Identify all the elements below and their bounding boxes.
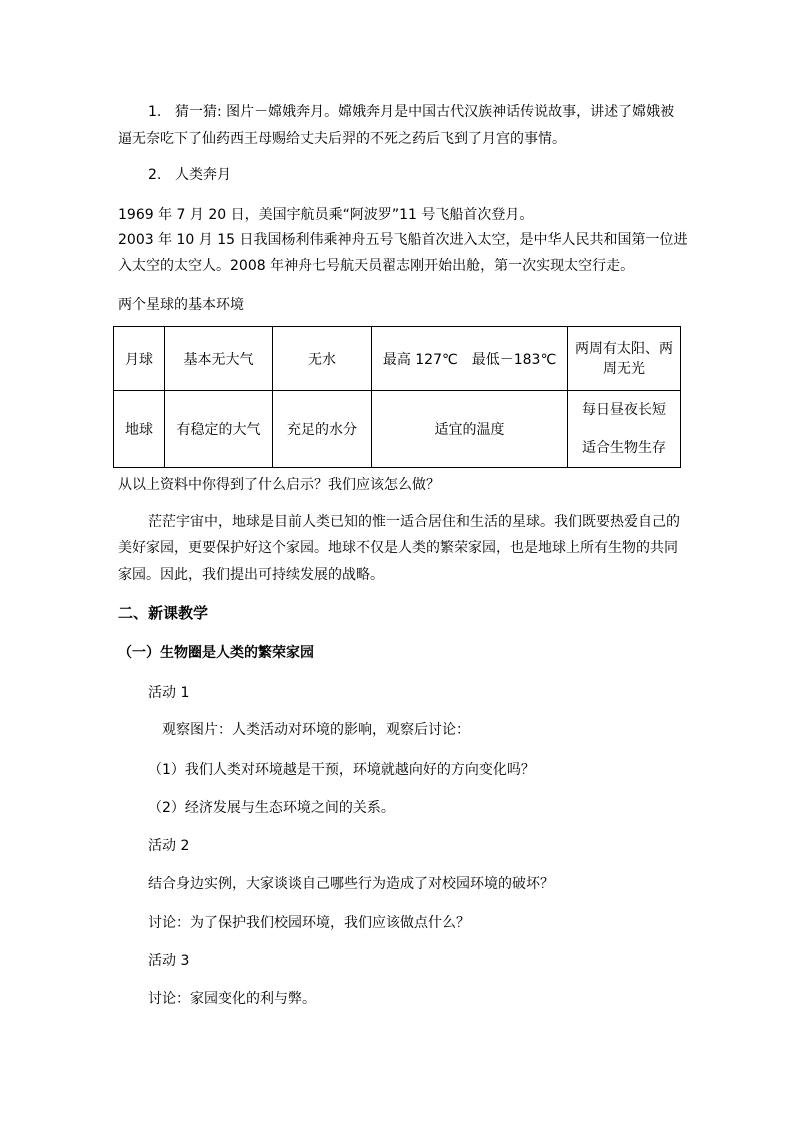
observe-line: 观察图片：人类活动对环境的影响，观察后讨论： bbox=[162, 722, 470, 738]
discuss-line-2: 讨论：家园变化的利与弊。 bbox=[148, 991, 316, 1007]
activity-3-label: 活动 3 bbox=[148, 953, 190, 969]
paragraph-1969: 1969 年 7 月 20 日，美国宇航员乘“阿波罗”11 号飞船首次登月。 bbox=[118, 207, 534, 223]
item2-title: 人类奔月 bbox=[175, 167, 231, 183]
environment-table bbox=[113, 326, 681, 468]
table-cell: 地球 bbox=[114, 391, 165, 468]
table-caption: 两个星球的基本环境 bbox=[118, 297, 244, 313]
table-cell bbox=[568, 327, 681, 391]
table-cell-line: 周无光 bbox=[603, 360, 645, 377]
table-row-moon bbox=[114, 327, 681, 391]
table-row-earth bbox=[114, 391, 681, 468]
table-cell: 适宜的温度 bbox=[372, 391, 568, 468]
item2-number: 2. bbox=[148, 167, 162, 183]
item1-text-line1: 猜一猜: 图片－嫦娥奔月。嫦娥奔月是中国古代汉族神话传说故事，讲述了嫦娥被 bbox=[175, 104, 675, 120]
table-cell: 月球 bbox=[114, 327, 165, 391]
question-line: 从以上资料中你得到了什么启示？我们应该怎么做？ bbox=[118, 477, 440, 493]
question-2: （2）经济发展与生态环境之间的关系。 bbox=[148, 800, 395, 816]
table-cell-line: 每日昼夜长短 bbox=[582, 402, 666, 418]
table-cell: 充足的水分 bbox=[273, 391, 372, 468]
table-cell-line: 适合生物生存 bbox=[582, 440, 666, 456]
item1-number: 1. bbox=[148, 104, 162, 120]
table-cell: 最高 127℃ 最低－183℃ bbox=[372, 327, 568, 391]
table-cell: 有稳定的大气 bbox=[165, 391, 273, 468]
sub-heading: （一）生物圈是人类的繁荣家园 bbox=[118, 645, 314, 661]
combine-line: 结合身边实例，大家谈谈自己哪些行为造成了对校园环境的破坏？ bbox=[148, 876, 554, 892]
section-heading: 二、新课教学 bbox=[118, 604, 209, 622]
table-cell: 基本无大气 bbox=[165, 327, 273, 391]
table-cell bbox=[568, 391, 681, 468]
paragraph-2003-line2: 入太空的太空人。2008 年神舟七号航天员翟志刚开始出舱，第一次实现太空行走。 bbox=[118, 258, 635, 274]
question-1: （1）我们人类对环境越是干预，环境就越向好的方向变化吗？ bbox=[148, 762, 535, 778]
paragraph-earth-line2: 美好家园，更要保护好这个家园。地球不仅是人类的繁荣家园，也是地球上所有生物的共同 bbox=[118, 540, 678, 556]
paragraph-earth-line3: 家园。因此，我们提出可持续发展的战略。 bbox=[118, 567, 384, 583]
activity-2-label: 活动 2 bbox=[148, 838, 190, 854]
activity-1-label: 活动 1 bbox=[148, 685, 190, 701]
table-cell: 无水 bbox=[273, 327, 372, 391]
discuss-line-1: 讨论：为了保护我们校园环境，我们应该做点什么？ bbox=[148, 915, 470, 931]
paragraph-2003-line1: 2003 年 10 月 15 日我国杨利伟乘神舟五号飞船首次进入太空，是中华人民共和国第一位进 bbox=[118, 232, 688, 248]
table-cell-line: 两周有太阳、两 bbox=[575, 340, 673, 357]
item1-text-line2: 逼无奈吃下了仙药西王母赐给丈夫后羿的不死之药后飞到了月宫的事情。 bbox=[118, 131, 566, 147]
paragraph-earth-line1: 茫茫宇宙中，地球是目前人类已知的惟一适合居住和生活的星球。我们既要热爱自己的 bbox=[148, 514, 680, 530]
